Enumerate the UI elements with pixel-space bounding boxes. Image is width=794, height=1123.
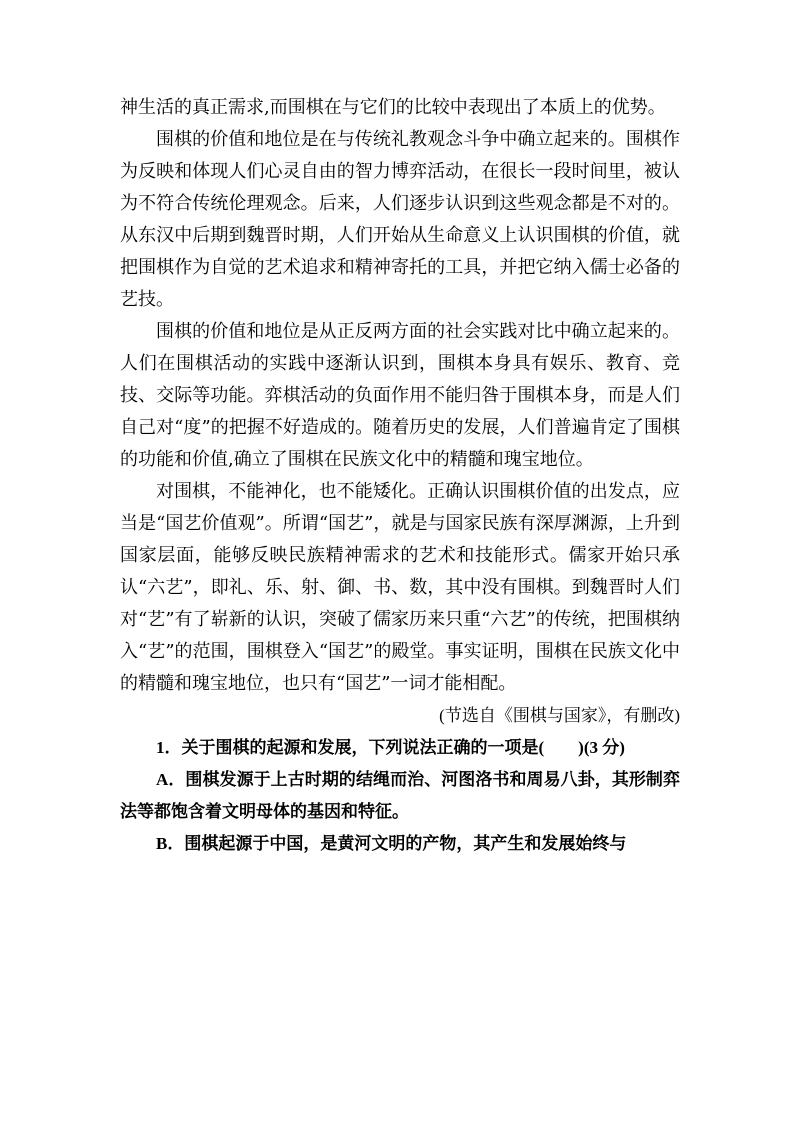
question-1-option-a: A．围棋发源于上古时期的结绳而治、河图洛书和周易八卦，其形制弈法等都饱含着文明母体的基因和特征。 — [120, 770, 680, 821]
paragraph-national-art: 对围棋，不能神化，也不能矮化。正确认识围棋价值的出发点，应当是“国艺价值观”。所谓“国艺”，就是与国家民族有深厚渊源，上升到国家层面，能够反映民族精神需求的艺术和技能形式。儒家开始只承认“六艺”，即礼、乐、射、御、书、数，其中没有围棋。到魏晋时人们对“艺”有了崭新的认识，突破了儒家历来只重“六艺”的传统，把围棋纳入“艺”的范围，围棋登入“国艺”的殿堂。事实证明，围棋在民族文化中的精髓和瑰宝地位，也只有“国艺”一词才能相配。 — [120, 481, 680, 694]
paragraph-social-practice: 围棋的价值和地位是从正反两方面的社会实践对比中确立起来的。人们在围棋活动的实践中逐渐认识到，围棋本身具有娱乐、教育、竞技、交际等功能。弈棋活动的负面作用不能归咎于围棋本身，而是人们自己对“度”的把握不好造成的。随着历史的发展，人们普遍肯定了围棋的功能和价值,确立了围棋在民族文化中的精髓和瑰宝地位。 — [120, 321, 680, 470]
document-body — [120, 92, 680, 860]
question-1-option-b: B．围棋起源于中国，是黄河文明的产物，其产生和发展始终与 — [156, 834, 627, 853]
paragraph-ritual-struggle: 围棋的价值和地位是在与传统礼教观念斗争中确立起来的。围棋作为反映和体现人们心灵自由的智力博弈活动，在很长一段时间里，被认为不符合传统伦理观念。后来，人们逐步认识到这些观念都是不对的。从东汉中后期到魏晋时期，人们开始从生命意义上认识围棋的价值，就把围棋作为自觉的艺术追求和精神寄托的工具，并把它纳入儒士必备的艺技。 — [120, 129, 680, 310]
question-1-stem: 1．关于围棋的起源和发展，下列说法正确的一项是( )(3 分) — [156, 738, 625, 757]
source-citation: (节选自《围棋与国家》，有删改) — [439, 706, 680, 725]
paragraph-continuation: 神生活的真正需求,而围棋在与它们的比较中表现出了本质上的优势。 — [120, 97, 666, 118]
